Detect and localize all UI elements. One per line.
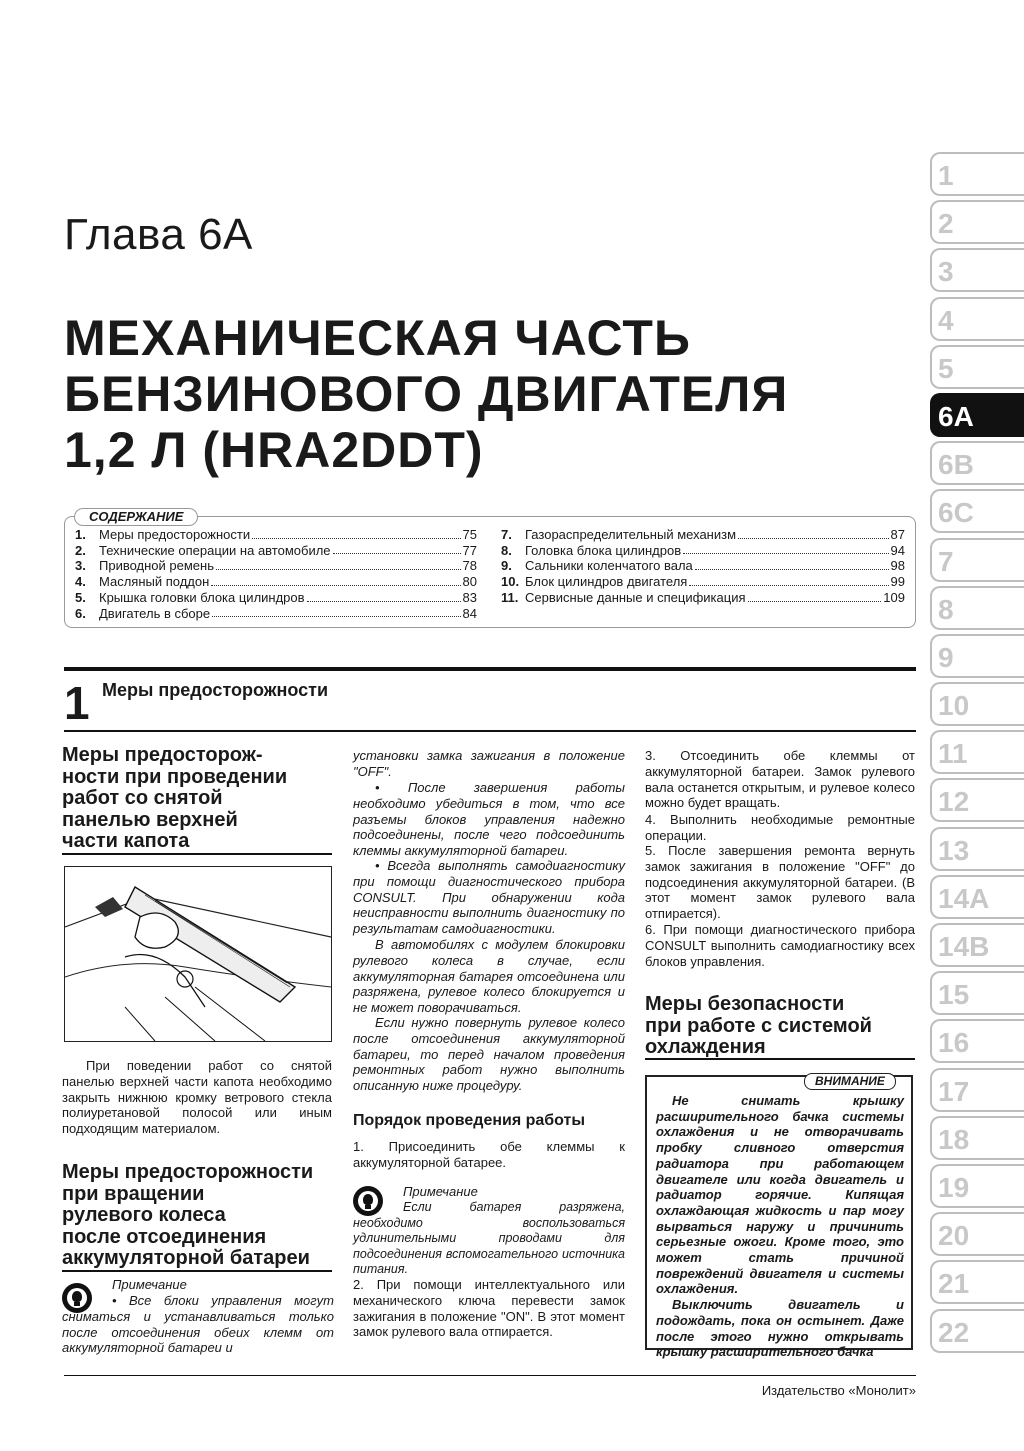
procedure-step: 5. После завершения ремонта вернуть замок зажигания в положение "OFF" до подсоединения аккумуляторной батареи. (В этот момент замок рулевого вала отпирается).	[645, 843, 915, 922]
toc-entry	[501, 527, 905, 543]
col2-para: Если нужно повернуть рулевое колесо после отсоединения аккумуляторной батареи, то перед началом проведения ремонтных работ нужно выполнить описанную ниже процедуру.	[353, 1015, 625, 1094]
chapter-tab-18[interactable]: 18	[930, 1116, 1024, 1160]
chapter-label: Глава 6А	[64, 210, 253, 259]
toc-entry-page: 78	[462, 558, 477, 574]
toc-left-column	[75, 527, 477, 621]
title-line: 1,2 Л (HRA2DDT)	[64, 422, 484, 478]
toc-right-column	[501, 527, 905, 606]
illustration-windshield-strip	[64, 866, 332, 1042]
chapter-tab-10[interactable]: 10	[930, 682, 1024, 726]
table-of-contents	[64, 516, 916, 628]
warning-text	[656, 1093, 904, 1360]
note-text: Если батарея разряжена, необходимо воспользоваться удлинительными проводами для подсоединения вспомогательного источника питания.	[353, 1200, 625, 1277]
warning-para: Выключить двигатель и подождать, пока он остынет. Даже после этого нужно открывать крышку расширительного бачка	[656, 1297, 904, 1360]
toc-entry-number: 7.	[501, 527, 512, 542]
toc-entry-title: Меры предосторожности	[99, 527, 251, 542]
toc-entry-title: Масляный поддон	[99, 574, 210, 590]
toc-leader	[212, 606, 460, 618]
chapter-tab-17[interactable]: 17	[930, 1068, 1024, 1112]
heading-rule	[62, 853, 332, 855]
heading-line: при вращении	[62, 1182, 205, 1205]
toc-entry-page: 83	[462, 589, 477, 605]
toc-entry-title: Технические операции на автомобиле	[99, 542, 331, 558]
toc-entry	[501, 590, 905, 606]
toc-leader	[689, 574, 888, 586]
toc-entry	[501, 543, 905, 559]
title-line: БЕНЗИНОВОГО ДВИГАТЕЛЯ	[64, 366, 789, 422]
chapter-tab-6a[interactable]: 6A	[930, 393, 1024, 437]
toc-entry-number: 10.	[501, 574, 520, 590]
toc-entry-number: 11.	[501, 589, 519, 605]
toc-entry-number: 6.	[75, 605, 86, 621]
footer-rule	[64, 1375, 916, 1376]
illustration-caption: При поведении работ со снятой панелью верхней части капота необходимо закрыть нижнюю кромку ветрового стекла полиуретановой полосой или иным подходящим материалом.	[62, 1058, 332, 1137]
heading-line: Меры предосторожности	[62, 1161, 314, 1183]
section-title: Меры предосторожности	[102, 680, 329, 700]
procedure-step: 1. Присоединить обе клеммы к аккумуляторной батарее.	[353, 1139, 625, 1170]
section-rule-top	[64, 667, 916, 671]
procedure-step: 6. При помощи диагностического прибора CONSULT выполнить самодиагностику всех блоков управления.	[645, 922, 915, 969]
col2-para: • После завершения работы необходимо убедиться в том, что все разъемы блоков управления надежно подсоединены, после чего подсоединить клеммы аккумуляторной батареи.	[353, 780, 625, 859]
toc-leader	[695, 558, 889, 570]
chapter-tab-9[interactable]: 9	[930, 634, 1024, 678]
heading-rule	[62, 1270, 332, 1272]
toc-leader	[683, 543, 888, 555]
toc-entry-title: Блок цилиндров двигателя	[525, 574, 688, 590]
toc-entry	[75, 606, 477, 622]
toc-entry-number: 4.	[75, 574, 86, 590]
toc-entry-page: 80	[462, 574, 477, 590]
chapter-tab-3[interactable]: 3	[930, 248, 1024, 292]
illustration-drawing	[65, 867, 331, 1041]
toc-entry-page: 98	[890, 558, 905, 574]
chapter-tab-7[interactable]: 7	[930, 538, 1024, 582]
toc-entry	[75, 527, 477, 543]
heading-line: рулевого колеса	[62, 1204, 226, 1226]
toc-entry	[75, 574, 477, 590]
toc-entry-number: 8.	[501, 542, 512, 558]
toc-entry	[75, 558, 477, 574]
chapter-tab-19[interactable]: 19	[930, 1164, 1024, 1208]
chapter-tab-21[interactable]: 21	[930, 1260, 1024, 1304]
col2-para: установки замка зажигания в положение "OFF".	[353, 748, 625, 779]
note-label: Примечание	[403, 1184, 478, 1199]
toc-entry-number: 1.	[75, 527, 86, 542]
heading-line: аккумуляторной батареи	[62, 1247, 310, 1269]
heading-line: охлаждения	[645, 1036, 766, 1058]
col1-heading-1	[62, 745, 337, 853]
heading-line: при работе с системой	[645, 1014, 872, 1037]
toc-entry-page: 99	[890, 574, 905, 590]
toc-entry-title: Двигатель в сборе	[99, 605, 211, 621]
chapter-tab-2[interactable]: 2	[930, 200, 1024, 244]
note-text: • Все блоки управления могут сниматься и устанавливаться только после отсоединения обеих клемм от аккумуляторной батареи и	[62, 1293, 334, 1356]
chapter-tab-14a[interactable]: 14A	[930, 875, 1024, 919]
procedure-step: 4. Выполнить необходимые ремонтные операции.	[645, 812, 915, 843]
warning-para: Не снимать крышку расширительного бачка системы охлаждения и не отворачивать пробку сливного отверстия радиатора при работающем двигателе или когда двигатель и радиатор горячие. Кипящая охлаждающая жидкость и пар могу вырваться наружу и причинить серьезные ожоги. Кроме того, это может стать причиной повреждений двигателя и системы охлаждения.	[656, 1093, 904, 1297]
procedure-step: 3. Отсоединить обе клеммы от аккумуляторной батареи. Замок рулевого вала останется открытым, и рулевое колесо можно будет вращать.	[645, 748, 915, 811]
toc-entry-title: Газораспределительный механизм	[525, 527, 737, 542]
heading-line: работ со снятой	[62, 787, 223, 809]
toc-leader	[216, 558, 461, 570]
chapter-tab-16[interactable]: 16	[930, 1019, 1024, 1063]
toc-label: СОДЕРЖАНИЕ	[74, 508, 198, 526]
toc-entry-page: 75	[462, 527, 477, 542]
toc-entry-number: 9.	[501, 558, 512, 574]
toc-leader	[748, 590, 882, 602]
chapter-tab-11[interactable]: 11	[930, 730, 1024, 774]
toc-entry-title: Сервисные данные и спецификация	[525, 589, 746, 605]
toc-entry-title: Приводной ремень	[99, 558, 214, 574]
chapter-tab-20[interactable]: 20	[930, 1212, 1024, 1256]
toc-entry	[501, 558, 905, 574]
heading-rule	[645, 1058, 915, 1060]
toc-entry	[501, 574, 905, 590]
col2-para: • Всегда выполнять самодиагностику при помощи диагностического прибора CONSULT. При обнаружении кода неисправности выполнить диагностику по результатам самодиагностики.	[353, 858, 625, 937]
col2-para: В автомобилях с модулем блокировки рулевого колеса в случае, если аккумуляторная батарея отсоединена или разряжена, рулевое колесо блокируется и не может поворачиваться.	[353, 937, 625, 1016]
procedure-step: 2. При помощи интеллектуального или механического ключа перевести замок зажигания в положение "ON". В этот момент замок рулевого вала отпирается.	[353, 1277, 625, 1340]
section-number: 1	[64, 677, 90, 729]
toc-leader	[738, 527, 889, 539]
heading-line: после отсоединения	[62, 1225, 267, 1248]
procedure-heading: Порядок проведения работы	[353, 1112, 586, 1129]
chapter-tab-14b[interactable]: 14B	[930, 923, 1024, 967]
toc-entry-page: 109	[883, 589, 905, 605]
toc-leader	[211, 574, 460, 586]
chapter-tab-15[interactable]: 15	[930, 971, 1024, 1015]
heading-line: части капота	[62, 830, 190, 852]
heading-line: Меры безопасности	[645, 993, 845, 1015]
heading-line: панелью верхней	[62, 808, 238, 831]
col1-heading-2	[62, 1162, 337, 1270]
toc-entry-number: 2.	[75, 542, 86, 558]
chapter-title	[64, 310, 788, 478]
col3-heading	[645, 994, 917, 1059]
toc-entry-title: Крышка головки блока цилиндров	[99, 589, 305, 605]
chapter-tab-1[interactable]: 1	[930, 152, 1024, 196]
note-label: Примечание	[112, 1277, 187, 1292]
heading-line: ности при проведении	[62, 765, 288, 788]
chapter-tab-5[interactable]: 5	[930, 345, 1024, 389]
toc-entry-page: 87	[890, 527, 905, 542]
chapter-tab-22[interactable]: 22	[930, 1309, 1024, 1353]
toc-entry	[75, 590, 477, 606]
toc-entry-number: 5.	[75, 589, 86, 605]
toc-leader	[307, 590, 461, 602]
toc-entry	[75, 543, 477, 559]
chapter-tab-6c[interactable]: 6C	[930, 489, 1024, 533]
toc-entry-page: 77	[462, 542, 477, 558]
warning-label: ВНИМАНИЕ	[804, 1073, 896, 1090]
publisher-footer: Издательство «Монолит»	[761, 1383, 916, 1398]
chapter-tab-13[interactable]: 13	[930, 827, 1024, 871]
toc-entry-page: 94	[890, 542, 905, 558]
toc-leader	[252, 527, 460, 539]
chapter-tab-8[interactable]: 8	[930, 586, 1024, 630]
section-rule-bottom	[64, 730, 916, 732]
chapter-tab-6b[interactable]: 6B	[930, 441, 1024, 485]
chapter-tab-4[interactable]: 4	[930, 297, 1024, 341]
toc-entry-number: 3.	[75, 558, 86, 574]
heading-line: Меры предосторож-	[62, 744, 263, 766]
toc-entry-title: Головка блока цилиндров	[525, 542, 682, 558]
toc-leader	[333, 543, 461, 555]
title-line: МЕХАНИЧЕСКАЯ ЧАСТЬ	[64, 310, 691, 366]
chapter-tab-12[interactable]: 12	[930, 778, 1024, 822]
chapter-tabs	[930, 152, 1024, 1357]
toc-entry-page: 84	[462, 605, 477, 621]
toc-entry-title: Сальники коленчатого вала	[525, 558, 693, 574]
